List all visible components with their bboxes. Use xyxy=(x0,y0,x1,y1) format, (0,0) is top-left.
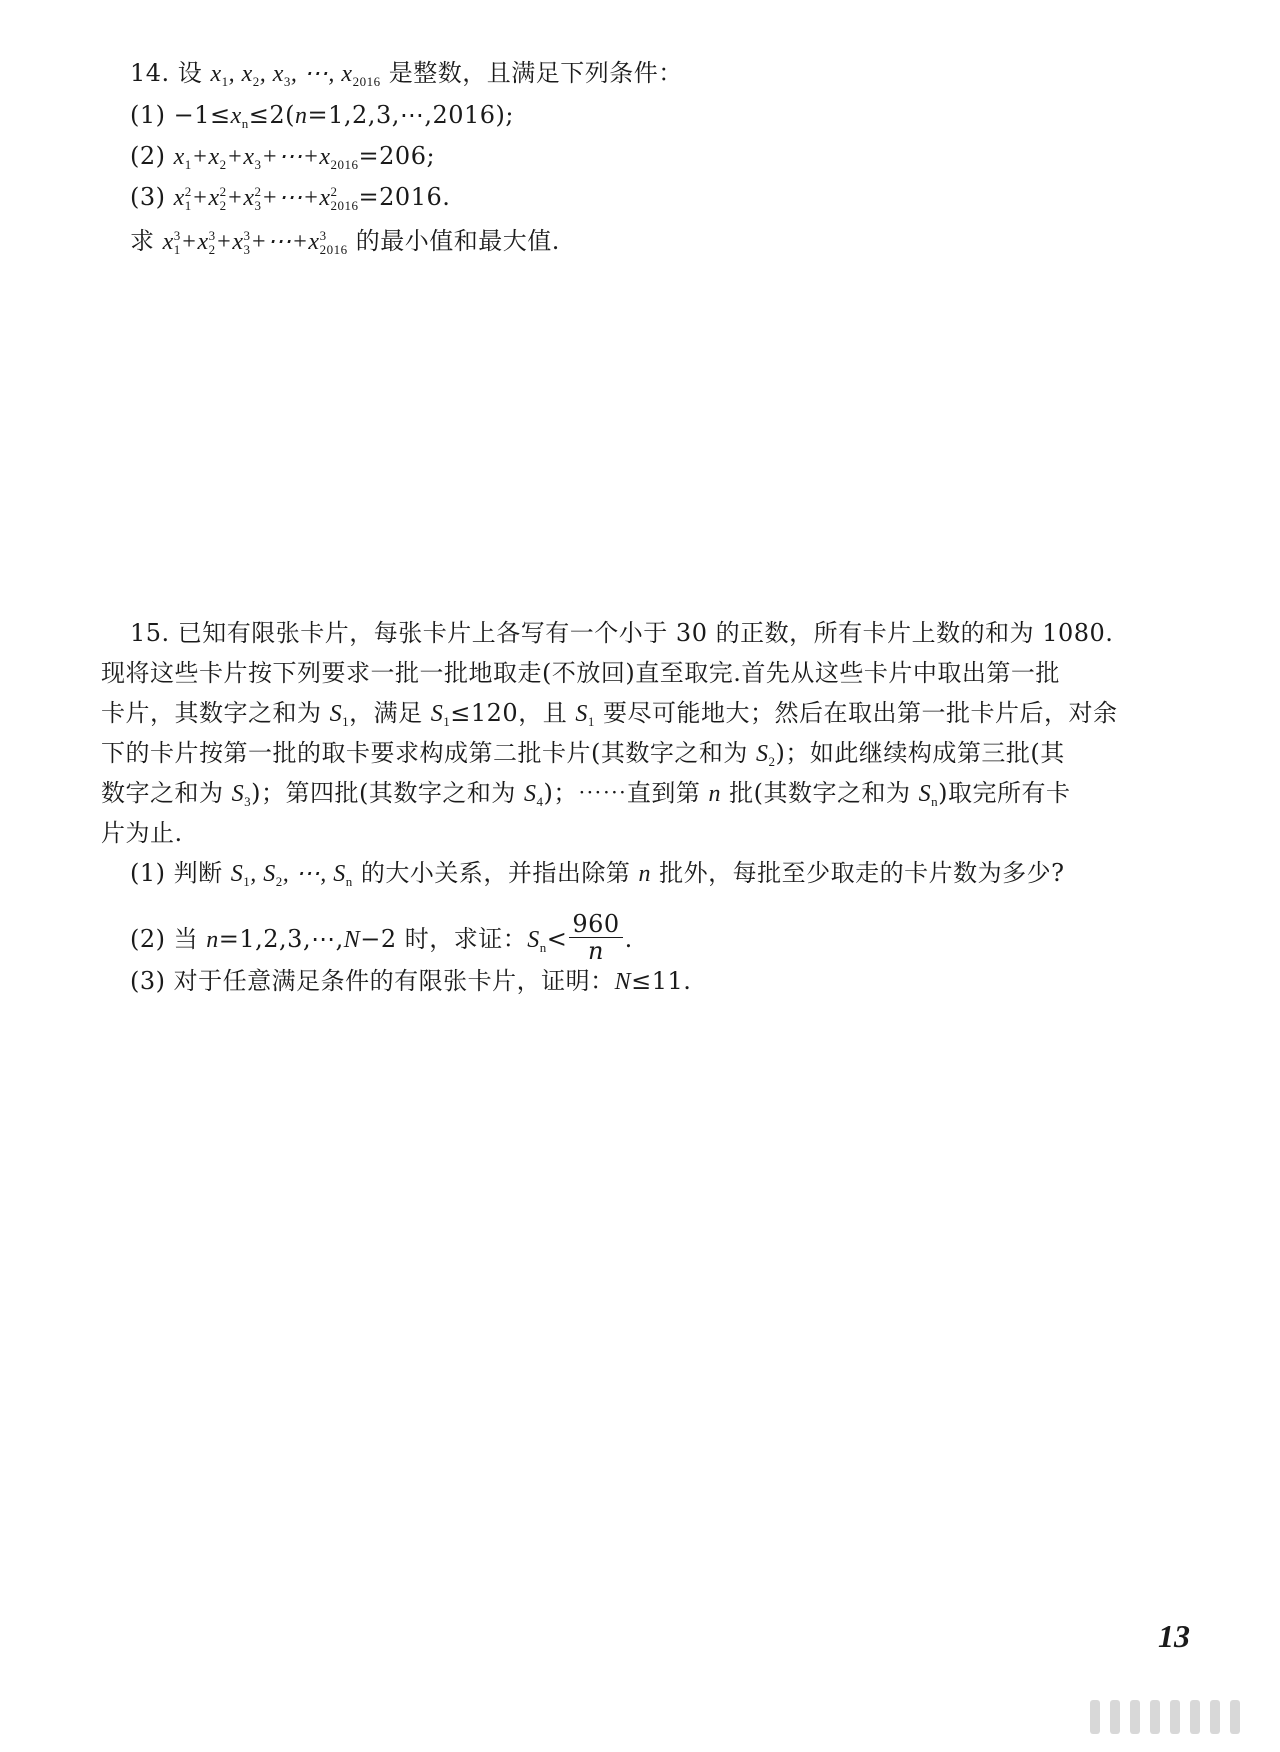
problem-14-condition-1: $(1) -1\le x_n\le 2(n=1,2,3,\cdots,2016)$; xyxy=(130,101,514,131)
problem-15-line-6: 片为止. xyxy=(101,819,183,847)
problem-14-statement: 14. 设 $x_1$, $x_2$, $x_3$, ⋯, $x_{2016}$ 是整数，且满足下列条件： xyxy=(130,59,683,89)
problem-14-question: 求 $x^3_1+x^3_2+x^3_3+\cdots+x^3_{2016}$ 的最小值和最大值. xyxy=(130,227,560,257)
problem-15-line-3: 卡片，其数字之和为 $S_1$，满足 $S_1\le 120$，且 $S_1$ 要尽可能地大；然后在取出第一批卡片后，对余 xyxy=(101,699,1118,729)
problem-15-line-4: 下的卡片按第一批的取卡要求构成第二批卡片(其数字之和为 $S_2$)；如此继续构成第三批(其 xyxy=(101,739,1065,769)
problem-15-question-2: (2) 当 n=1,2,3,⋯,N−2 时，求证：$S_n<$ $\frac{960}{n}$ . xyxy=(130,910,633,965)
problem-15-question-1: (1) 判断 $S_1$, $S_2$, ⋯, $S_n$ 的大小关系，并指出除第 n 批外，每批至少取走的卡片数为多少? xyxy=(130,859,1065,889)
page-number: 13 xyxy=(1158,1618,1190,1654)
problem-15-line-2: 现将这些卡片按下列要求一批一批地取走(不放回)直至取完.首先从这些卡片中取出第一批 xyxy=(101,659,1060,687)
variable-list: $x_1$, $x_2$, $x_3$, ⋯, $x_{2016}$ xyxy=(210,61,381,89)
problem-15-line-1: 15. 已知有限张卡片，每张卡片上各写有一个小于 30 的正数，所有卡片上数的和为 1080. xyxy=(130,619,1114,647)
fraction: $\frac{960}{n}$ xyxy=(569,911,622,964)
problem-14-condition-3: (3) $x^2_1+x^2_2+x^2_3+\cdots+x^2_{2016}=2016$. xyxy=(130,183,451,213)
problem-14-condition-2: (2) $x_1+x_2+x_3+\cdots+x_{2016}=206$; xyxy=(130,142,436,172)
problem-15-question-3: (3) 对于任意满足条件的有限张卡片，证明：N≤11. xyxy=(130,967,692,995)
problem-15-line-5: 数字之和为 $S_3$)；第四批(其数字之和为 $S_4$)；⋯⋯直到第 n 批(其数字之和为 $S_n$)取完所有卡 xyxy=(101,779,1071,809)
